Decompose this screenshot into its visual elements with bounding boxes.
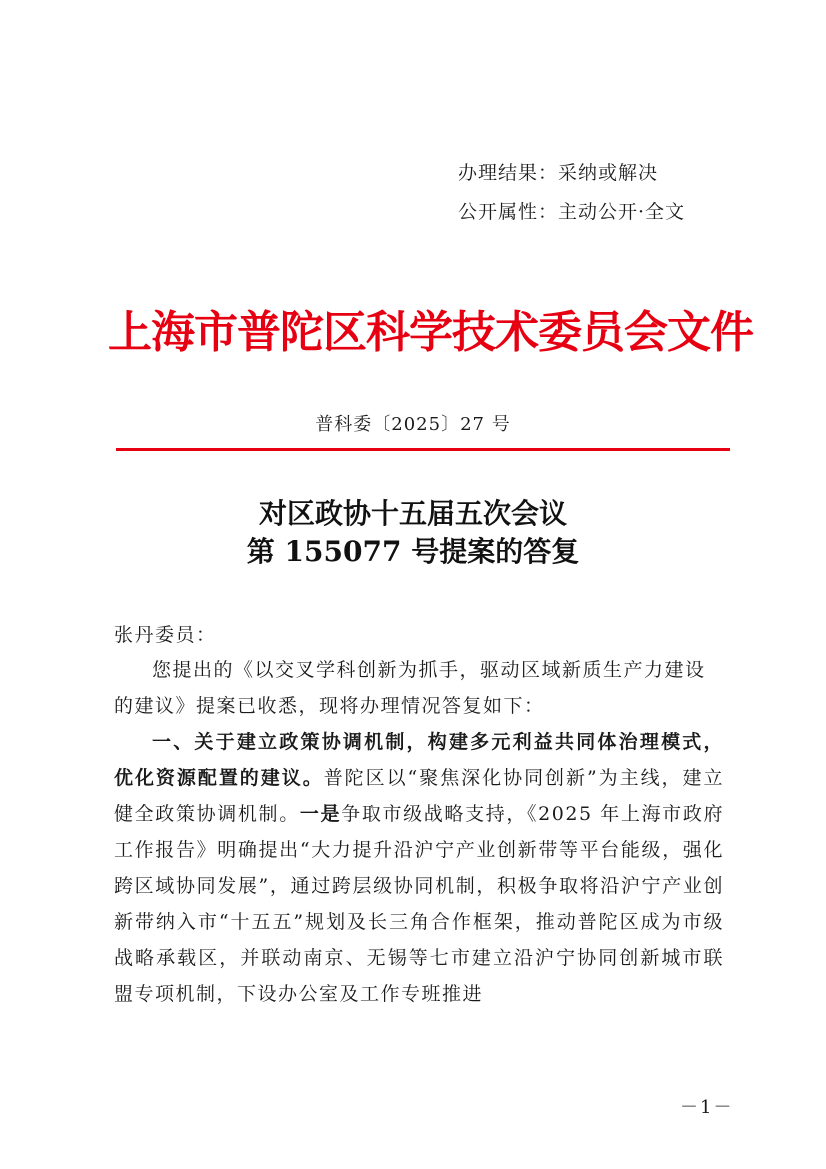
- point-text: 争取市级战略支持，《2025 年上海市政府工作报告》明确提出“大力提升沿沪宁产业创新带等平台能级，强化跨区域协同发展”，通过跨层级协同机制，积极争取将沿沪宁产业创新带纳入市“十五五”规划及长三角合作框架，推动普陀区成为市级战略承载区，并联动南京、无锡等七市建立沿沪宁协同创新城市联盟专项机制，下设办公室及工作专班推进: [114, 803, 724, 1005]
- page-number: －1－: [680, 1097, 734, 1118]
- disclosure-attribute: 公开属性：主动公开·全文: [458, 201, 686, 223]
- document-title-line-1: 对区政协十五届五次会议: [258, 497, 567, 530]
- paragraph-intro: 您提出的《以交叉学科创新为抓手，驱动区域新质生产力建设的建议》提案已收悉，现将办理情况答复如下：: [114, 659, 706, 717]
- handling-result: 办理结果：采纳或解决: [458, 162, 659, 184]
- red-divider: [116, 448, 730, 451]
- document-title-line-2: 第 155077 号提案的答复: [246, 535, 580, 568]
- issuer-banner: 上海市普陀区科学技术委员会文件: [108, 307, 753, 358]
- paragraph-section-1: [114, 724, 724, 1012]
- section-text: 普陀区以“聚焦深化协同创新”为主线，建立健全政策协调机制。: [114, 767, 724, 825]
- document-number: 普科委〔2025〕27 号: [315, 414, 511, 435]
- salutation: 张丹委员：: [114, 624, 217, 646]
- section-heading: 一、关于建立政策协调机制，构建多元利益共同体治理模式，优化资源配置的建议。: [114, 731, 724, 789]
- point-marker: 一是: [299, 803, 342, 825]
